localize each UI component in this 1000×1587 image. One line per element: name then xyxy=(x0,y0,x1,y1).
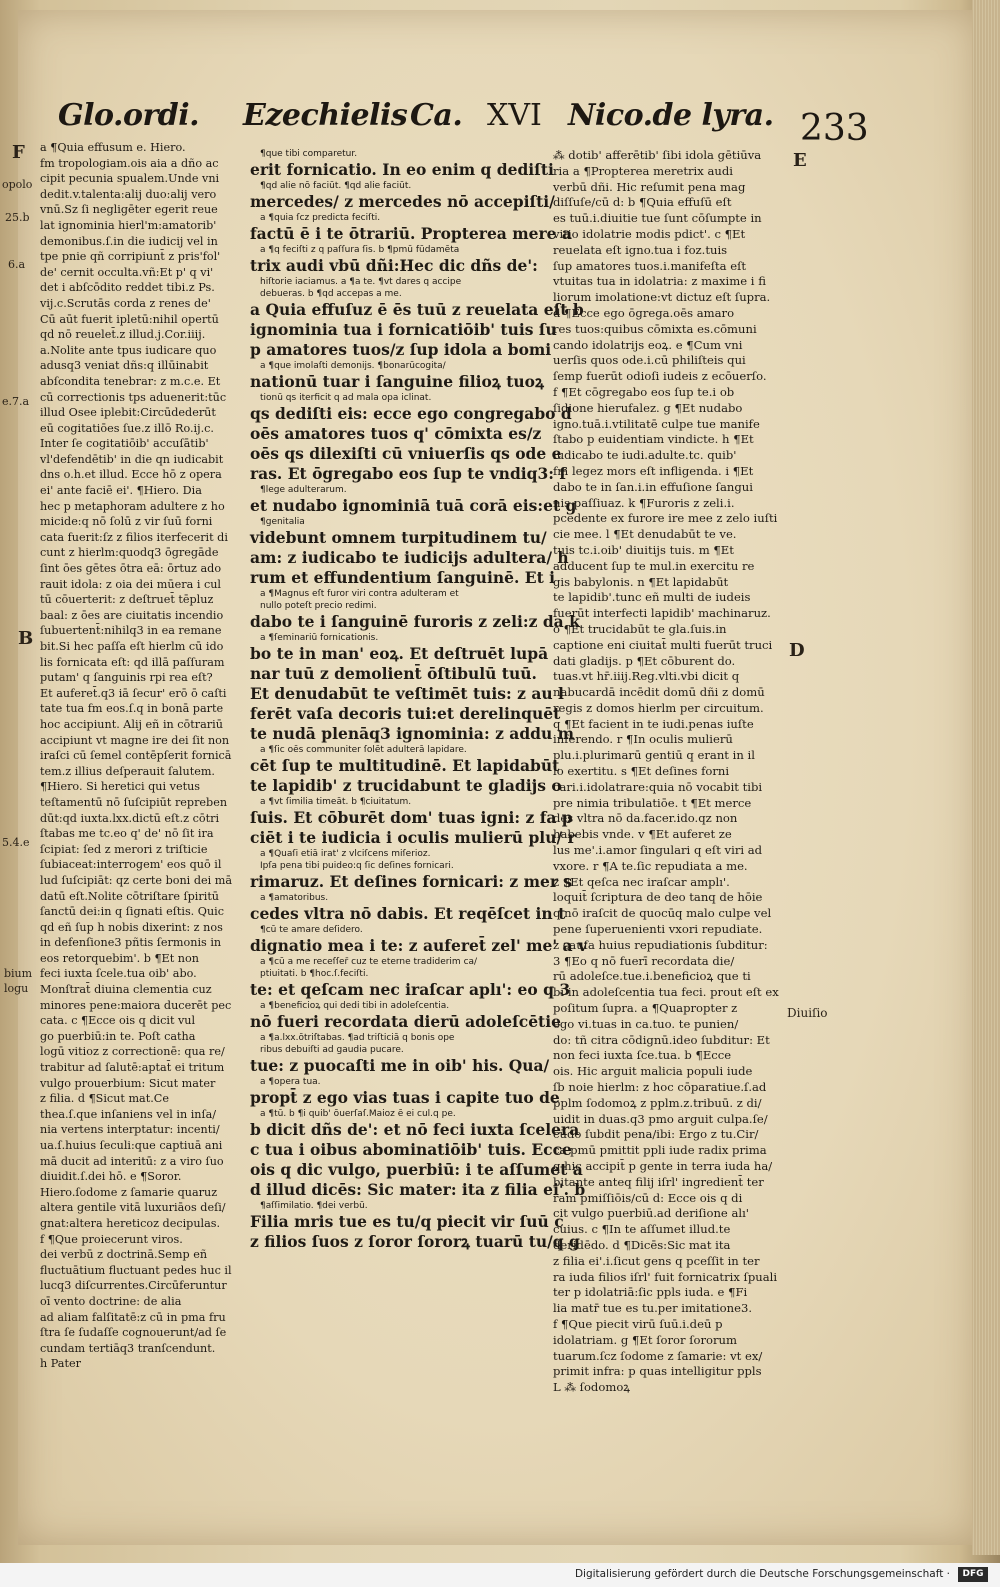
text-line: tate tua fm eos.ſ.q in bonā parte xyxy=(40,702,224,716)
text-line: plu.i.plurimarū gentiū q erant in il xyxy=(553,748,755,763)
running-head-right: Nico.de lyra. xyxy=(568,98,774,133)
margin-marker-f: F xyxy=(12,142,25,163)
text-line: d ¶Ecce ego ōgrega.oēs amaro xyxy=(553,305,735,320)
text-line: fluctuātium fluctuant pedes huc il xyxy=(40,1263,232,1277)
chapter-label: Ca. xyxy=(410,98,463,133)
text-line: f ¶Que proiecerunt viros. xyxy=(40,1232,183,1246)
digitization-footer xyxy=(0,1563,1000,1587)
dfg-logo: DFG xyxy=(958,1567,988,1582)
text-line: vnū.Sz ſi negligēter egerit reue xyxy=(40,203,218,217)
text-line: ¶que tibi comparetur. xyxy=(260,149,358,159)
text-line: tū cōuerterit: z deſtruet̄ tēpluz xyxy=(40,593,214,607)
page-edge xyxy=(972,0,1000,1555)
margin-marker-e: E xyxy=(793,150,807,171)
text-line: demonibus.ſ.in die iudicij vel in xyxy=(40,234,218,248)
text-line: lat ignominia hierl'm:amatorib' xyxy=(40,218,217,232)
text-line: Hiero.ſodome z ſamarie quaruz xyxy=(40,1185,218,1199)
text-line: nar tuū z demolient̄ ōſtibulū tuū. xyxy=(250,664,537,683)
text-line: h Pater xyxy=(40,1357,81,1371)
text-line: ptiuitati. b ¶hoc.ſ.feciſti. xyxy=(260,969,369,979)
text-line: nis paſſiuaz. k ¶Furoris z zeli.i. xyxy=(553,495,735,510)
text-line: pplm ſodomoꝝ z pplm.z.tribuū. z di/ xyxy=(553,1095,762,1110)
text-line: gnat:altera hereticoz decipulas. xyxy=(40,1216,221,1230)
text-line: cata fuerit:ſz z filios iterfecerit di xyxy=(40,530,228,544)
text-line: p amatores tuos/z ſup idola a bomi xyxy=(250,340,552,359)
text-line: micide:q nō ſolū z vir ſuū forni xyxy=(40,515,213,529)
text-line: Cū aūt fuerit ipletū:nihil opertū xyxy=(40,312,219,326)
text-line: do: tñ citra cōdignū.ideo ſubditur: Et xyxy=(553,1032,770,1047)
text-line: bitante anteq filij iſrl' ingredient̄ ter xyxy=(553,1174,764,1189)
text-line: ſubuertent̄:nihilq3 in ea remane xyxy=(40,624,222,638)
text-line: rimaruz. Et deſines fornicari: z mer s xyxy=(250,872,573,891)
text-line: eū cogitatiōes ſue.z illō Ro.ij.c. xyxy=(40,421,214,435)
text-line: a ¶amatoribus. xyxy=(260,893,329,903)
text-line: mā ducit ad interitū: z a viro ſuo xyxy=(40,1154,224,1168)
text-line: ribus debuiſti ad gaudia pucare. xyxy=(260,1045,404,1055)
text-line: qd nō reuelet̄.z illud.j.Cor.iiij. xyxy=(40,328,206,342)
text-line: putam' q ſanguinis rpi rea eſt? xyxy=(40,671,213,685)
text-line: q ¶Et facient in te iudi.penas iuſte xyxy=(553,716,754,731)
text-line: go puerbiū:in te. Poſt catha xyxy=(40,1029,196,1043)
margin-note: logu xyxy=(4,982,29,995)
text-line: te: et qeſcam nec iraſcar aplı': eo q 3 xyxy=(250,980,571,999)
text-line: datū eſt.Nolite cōtriſtare ſpiritū xyxy=(40,889,220,903)
text-line: z cauſa huius repudiationis ſubditur: xyxy=(553,937,768,952)
text-line: cunt z hierlm:quodq3 ōgregāde xyxy=(40,546,219,560)
margin-ref: 25.b xyxy=(5,211,30,224)
text-line: uidit in duas.q3 pmo arguit culpa.ſe/ xyxy=(553,1111,768,1126)
text-line: poſitum ſupra. a ¶Quapropter z xyxy=(553,1001,738,1016)
text-line: Filia mris tue es tu/q piecit vir ſuū c xyxy=(250,1212,564,1231)
text-line: des vltra nō da.facer.ido.qz non xyxy=(553,811,738,826)
margin-ref: 5.4.e xyxy=(2,836,30,849)
text-line: tionū qs iterficit q ad mala opa iclinat. xyxy=(260,393,432,403)
biblical-text-column xyxy=(250,148,587,1298)
text-line: tpe pnie qñ corripiunt̄ z pris'fol' xyxy=(40,250,221,264)
text-line: a ¶Magnus eſt furor viri contra adulteram et xyxy=(260,589,459,599)
text-line: trabitur ad ſalutē:aptat̄ ei tritum xyxy=(40,1061,225,1075)
text-line: vij.c.Scrutās corda z renes de' xyxy=(40,296,211,310)
text-line: igno.tuā.i.vtilitatē culpe tue manife xyxy=(553,416,760,431)
text-line: baal: z ōes are ciuitatis incendio xyxy=(40,608,224,622)
funding-notice: Digitalisierung gefördert durch die Deutsche Forschungsgemeinschaft · xyxy=(574,1568,950,1580)
text-line: ciēt i te iudicia i oculis mulierū plu/ r xyxy=(250,828,576,847)
text-line: vxore. r ¶A te.ſic repudiata a me. xyxy=(553,858,748,873)
text-line: trix audi vbū dñi:Hec dic dñs de': xyxy=(250,256,538,275)
margin-note-diuisio: Diuiſio xyxy=(787,1006,828,1020)
text-line: abſcondita tenebrar: z m.c.e. Et xyxy=(40,374,221,388)
text-line: fm legez mors eſt infligenda. i ¶Et xyxy=(553,463,754,478)
text-line: ſint ōes gētes ōtra eā: ōrtuz ado xyxy=(40,562,222,576)
text-line: vl'defendētib' in die qn iudicabit xyxy=(40,452,224,466)
text-line: ſidione hierufalez. g ¶Et nudabo xyxy=(553,400,743,415)
text-line: a ¶Quia effusum e. Hiero. xyxy=(40,141,186,154)
text-line: a ¶cū a me receſſer̄ cuz te eterne tradiderim ca/ xyxy=(260,957,478,967)
text-line: et nudabo ignominiā tuā corā eis:et g xyxy=(250,496,577,515)
text-line: pre nimia tribulatiōe. t ¶Et merce xyxy=(553,795,752,810)
text-line: a ¶vt ſimilia timeāt. b ¶ciuitatum. xyxy=(260,797,412,807)
text-line: te lapidib'.tunc eñ multi de iudeis xyxy=(553,590,751,605)
text-line: adusq3 veniat dñs:q illūinabit xyxy=(40,359,209,373)
nicolaus-de-lyra-column xyxy=(553,148,785,1395)
text-line: factū ē i te ōtrariū. Propterea mere a xyxy=(250,224,572,243)
text-line: ſanctū dei:in q ſignati eſtis. Quic xyxy=(40,905,225,919)
text-line: oēs qs dilexiſti cū vniuerſis qs ode e xyxy=(250,444,562,463)
text-line: a Quia effuſuz ē ēs tuū z reuelata eſt b xyxy=(250,300,584,319)
text-line: nullo poteſt precio redimi. xyxy=(260,601,377,611)
text-line: ras. Et ōgregabo eos ſup te vndiq3: f xyxy=(250,464,567,483)
text-line: regis z domos hierlm per circuitum. xyxy=(553,700,764,715)
text-line: a.Nolite ante tpus iudicare quo xyxy=(40,343,217,357)
text-line: rū adoleſce.tue.i.beneficioꝝ que ti xyxy=(553,969,751,984)
text-line: lud ſuſcipiāt: qz certe boni dei mā xyxy=(40,873,233,887)
margin-marker-b: B xyxy=(18,628,34,649)
margin-ref: 6.a xyxy=(8,258,26,271)
text-line: L ⁂ ſodomoꝝ xyxy=(553,1380,631,1395)
text-line: lo exertitu. s ¶Et deſines forni xyxy=(553,764,730,779)
text-line: b dicit dñs de': et nō feci iuxta ſcelera xyxy=(250,1120,580,1139)
text-line: accipiunt vt magne ire dei ſit non xyxy=(40,733,230,747)
text-line: dei verbū z doctrinā.Semp eñ xyxy=(40,1248,208,1262)
text-line: gis babylonis. n ¶Et lapidabūt xyxy=(553,574,729,589)
text-line: nō fueri recordata dierū adoleſcētie xyxy=(250,1012,561,1031)
text-line: altera gentile vitā luxuriāos deſi/ xyxy=(40,1201,226,1215)
text-line: Et denudabūt te veſtimēt tuis: z au l xyxy=(250,684,564,703)
text-line: cando idolatrijs eoꝝ. e ¶Cum vni xyxy=(553,337,743,352)
text-line: de' cernit occulta.vñ:Et p' q vi' xyxy=(40,265,214,279)
text-line: oī vento doctrine: de alia xyxy=(40,1294,182,1308)
text-line: qs dediſti eis: ecce ego congregabo d xyxy=(250,404,572,423)
text-line: rauit idola: z oia dei mūera i cul xyxy=(40,577,221,591)
text-line: in defenſione3 pñtis ſermonis in xyxy=(40,936,222,950)
text-line: dns o.h.et illud. Ecce hō z opera xyxy=(40,468,222,482)
text-line: hec p metaphoram adultere z ho xyxy=(40,499,225,513)
text-line: te lapidib' z trucidabunt te gladijs o xyxy=(250,776,562,795)
text-line: ſtabas me tc.eo q' de' nō ſit ira xyxy=(40,827,214,841)
text-line: ois q dic vulgo, puerbiū: i te aſſumet a xyxy=(250,1160,583,1179)
text-line: d illud dicēs: Sic mater: ita z filia ei'. b xyxy=(250,1180,586,1199)
text-line: fm tropologiam.ois aia a dño ac xyxy=(40,156,219,170)
text-line: z filia ei'.i.ſicut gens q pceſſit in ter xyxy=(553,1253,760,1268)
text-line: mercedes/ z mercedes nō accepiſti/ xyxy=(250,192,555,211)
text-line: qd eñ ſup h nobis dixerint: z nos xyxy=(40,920,223,934)
text-line: tuis tc.i.oib' diuitijs tuis. m ¶Et xyxy=(553,542,734,557)
text-line: ad aliam falſitatē:z cū in pma fru xyxy=(40,1310,226,1324)
text-line: a ¶quia ſcz predicta feciſti. xyxy=(260,213,381,223)
text-line: cit vulgo puerbiū.ad deriſione alı' xyxy=(553,1206,749,1221)
text-line: dedit.v.talenta:alij duo:alij vero xyxy=(40,187,217,201)
text-line: loquit̄ ſcriptura de deo tanq de hōie xyxy=(553,890,763,905)
text-line: cari.i.idolatrare:quia nō vocabit tibi xyxy=(553,779,763,794)
text-line: erit fornicatio. In eo enim q dediſti xyxy=(250,160,554,179)
text-line: liorum imolatione:vt dictuz eſt ſupra. xyxy=(553,290,771,305)
text-line: thea.ſ.que inſaniens vel in inſa/ xyxy=(40,1107,217,1121)
text-line: ¶genitalia xyxy=(260,517,305,527)
text-line: te nudā plenāq3 ignominia: z addu m xyxy=(250,724,575,743)
text-line: vtuitas tua in idolatria: z maxime i fi xyxy=(553,274,766,289)
text-line: ⁂ dotib' afferētib' ſibi idola gētiūva xyxy=(553,148,762,162)
text-line: cuius. c ¶In te aſſumet illud.te xyxy=(553,1222,731,1237)
text-line: ria a ¶Propterea meretrix audi xyxy=(553,163,733,178)
text-line: lucq3 diſcurrentes.Circūferuntur xyxy=(40,1279,227,1293)
text-line: ſtra ſe ſudaſſe cognouerunt/ad ſe xyxy=(40,1326,227,1340)
text-line: ſuis. Et cōburēt dom' tuas igni: z fa p xyxy=(250,808,573,827)
text-line: ſcipiat: ſed z merori z triſticie xyxy=(40,842,208,856)
text-line: eos retorquebim'. b ¶Et non xyxy=(40,951,199,965)
text-line: f ¶Que piecit virū ſuū.i.deū p xyxy=(553,1316,723,1331)
text-line: a ¶ſic oēs communiter ſolēt adulterā lapidare. xyxy=(260,745,467,755)
text-line: lus me'.i.amor ſingulari q eſt viri ad xyxy=(553,843,763,858)
text-line: propt̄ z ego vias tuas i capite tuo de xyxy=(250,1088,560,1107)
text-line: videbunt omnem turpitudinem tu/ xyxy=(250,528,547,547)
text-line: ois. Hic arguit malicia populi iude xyxy=(553,1064,753,1079)
text-line: habebis vnde. v ¶Et auferet ze xyxy=(553,827,732,842)
text-line: z filios ſuos z ſoror ſororꝝ tuarū tu/q g xyxy=(250,1232,580,1251)
text-line: dati gladijs. p ¶Et cōburent do. xyxy=(553,653,736,668)
text-line: nabucardā incēdit domū dñi z domū xyxy=(553,685,765,700)
text-line: dūt:qd iuxta.lxx.dictū eſt.z cōtri xyxy=(40,811,220,825)
text-line: cedes vltra nō dabis. Et reqēſcet in t xyxy=(250,904,566,923)
text-line: oēs amatores tuos q' cōmixta es/z xyxy=(250,424,542,443)
text-line: non feci iuxta ſce.tua. b ¶Ecce xyxy=(553,1048,732,1063)
text-line: tuas.vt hr̄.iiij.Reg.vlti.vbi dicit q xyxy=(553,669,740,684)
text-line: a ¶a.lxx.ōtriſtabas. ¶ad triſticiā q bonis ope xyxy=(260,1033,455,1043)
text-line: a ¶opera tua. xyxy=(260,1077,321,1087)
text-line: ¶cū te amare deſidero. xyxy=(260,925,363,935)
text-line: lia matr̄ tue es tu.per imitatione3. xyxy=(553,1301,753,1316)
text-line: ſb noie hierlm: z hoc cōparatiue.ſ.ad xyxy=(553,1080,767,1095)
running-head-left: Glo.ordi. xyxy=(58,98,200,133)
text-line: ſup amatores tuos.i.manifeſta eſt xyxy=(553,258,747,273)
chapter-number: XVI xyxy=(487,98,542,133)
text-line: cipit pecunia spualem.Unde vni xyxy=(40,172,220,186)
text-line: cie mee. l ¶Et denudabūt te ve. xyxy=(553,527,737,542)
text-line: ſemp fuerūt odioſi iudeis z ecōuerſo. xyxy=(553,369,767,384)
text-line: tuarum.ſcz ſodome z ſamarie: vt ex/ xyxy=(553,1348,763,1363)
text-line: ego vi.tuas in ca.tuo. te punien/ xyxy=(553,1016,739,1031)
text-line: ¶aſſimilatio. ¶dei verbū. xyxy=(260,1201,368,1211)
text-line: vitio idolatrie modis pdict'. c ¶Et xyxy=(553,226,746,241)
text-line: hiſtorie iaciamus. a ¶a te. ¶vt dares q accipe xyxy=(260,277,462,287)
text-line: ¶Hiero. Si heretici qui vetus xyxy=(40,780,201,794)
margin-marker-d: D xyxy=(789,640,805,661)
text-line: primit infra: p quas intelligitur ppls xyxy=(553,1364,762,1379)
text-line: rum et effundentium ſanguinē. Et i xyxy=(250,568,556,587)
text-line: ca pmū pmittit ppli iude radix prima xyxy=(553,1143,767,1158)
text-line: deridēdo. d ¶Dicēs:Sic mat ita xyxy=(553,1237,731,1252)
text-line: nationū tuar i ſanguine filioꝝ tuoꝝ xyxy=(250,372,544,391)
text-line: es tuū.i.diuitie tue ſunt cōſumpte in xyxy=(553,211,762,226)
text-line: logū vitioz z correctionē: qua re/ xyxy=(40,1045,225,1059)
text-line: nia vertens interptatur: incenti/ xyxy=(40,1123,220,1137)
text-line: c tua i oibus abominatiōib' tuis. Ecce xyxy=(250,1140,572,1159)
text-line: Inter ſe cogitatiōib' accuſātib' xyxy=(40,437,209,451)
text-line: dignatio mea i te: z auferet̄ zel' me' a v xyxy=(250,936,587,955)
text-line: reuelata eſt igno.tua i foz.tuis xyxy=(553,242,728,257)
text-line: pcedente ex furore ire mee z zelo iuſti xyxy=(553,511,778,526)
text-line: cū correctionis tps aduenerit:tūc xyxy=(40,390,227,404)
text-line: bo te in man' eoꝝ. Et deſtruēt lupā xyxy=(250,644,549,663)
text-line: tue: z puocaſti me in oib' his. Qua/ xyxy=(250,1056,550,1075)
gloss-ordinaria-column xyxy=(40,140,233,1371)
text-line: am: z iudicabo te iudicijs adultera/ h xyxy=(250,548,569,567)
book-title: Ezechielis xyxy=(243,98,408,133)
text-line: ſubiaceat:interrogem' eos quō il xyxy=(40,858,222,872)
text-line: cundam tertiāq3 tranſcendunt. xyxy=(40,1341,216,1355)
text-line: ram pmiſſiōis/cū d: Ecce ois q di xyxy=(553,1190,743,1205)
text-line: a ¶Quaſi etiā irat' z vlciſcens miſerioz. xyxy=(260,849,431,859)
text-line: a ¶tū. b ¶i quib' ōuerſaſ.Maioz ē ei cul.q pe. xyxy=(260,1109,456,1119)
text-line: a ¶q feciſti z q paſſura ſis. b ¶pmū fūdamēta xyxy=(260,245,460,255)
text-line: a ¶que imolaſti demonijs. ¶bonarūcogita/ xyxy=(260,361,446,371)
text-line: res tuos:quibus cōmixta es.cōmuni xyxy=(553,321,757,336)
text-line: ¶lege adulterarum. xyxy=(260,485,347,495)
text-line: cata. c ¶Ecce ois q dicit vul xyxy=(40,1014,196,1028)
text-line: captione eni ciuitat̄ multi fuerūt truci xyxy=(553,637,773,652)
text-line: Ipſa pena tibi puideo:q ſic deſines fornicari. xyxy=(260,861,454,871)
text-line: bi in adoleſcentia tua feci. prout eſt ex xyxy=(553,985,779,1000)
text-line: minores pene:maiora ducerēt pec xyxy=(40,998,232,1012)
text-line: ignominia tua i fornicatiōib' tuis ſu xyxy=(250,320,557,339)
text-line: q hic accipit̄ p gente in terra iuda ha/ xyxy=(553,1159,773,1173)
text-line: diſſuſe/cū d: b ¶Quia effuſū eſt xyxy=(553,195,732,210)
text-line: dabo te i ſanguinē furoris z zeli:z da k xyxy=(250,612,580,631)
text-line: cēt ſup te multitudinē. Et lapidabūt xyxy=(250,756,560,775)
text-line: iudicabo te iudi.adulte.tc. quib' xyxy=(553,448,737,463)
text-line: o ¶Et trucidabūt te gla.ſuis.in xyxy=(553,621,727,636)
text-line: 3 ¶Eo q nō fuerī recordata die/ xyxy=(553,953,735,968)
text-line: vulgo prouerbium: Sicut mater xyxy=(40,1076,216,1090)
text-line: uerſis quos ode.i.cū philiſteis qui xyxy=(553,353,746,368)
text-line: dabo te in ſan.i.in effuſione ſangui xyxy=(553,479,753,494)
text-line: lis fornicata eſt: qd illā paſſuram xyxy=(40,655,225,669)
text-line: Et auferet̄.q3 iā ſecur' erō ō caſti xyxy=(40,686,227,700)
text-line: hoc accipiunt. Alij eñ in cōtrariū xyxy=(40,717,223,731)
text-line: ferēt vaſa decoris tui:et derelinquēt xyxy=(250,704,561,723)
text-line: iraſci cū ſemel contēpſerit fornicā xyxy=(40,749,232,763)
text-line: illud Osee iplebit:Circūdederūt xyxy=(40,406,216,420)
text-line: debueras. b ¶qd accepas a me. xyxy=(260,289,402,299)
text-line: tem.z illius deſperauit ſalutem. xyxy=(40,764,215,778)
text-line: teſtamentū nō ſuſcipiūt repreben xyxy=(40,795,228,809)
text-line: q nō iraſcit de quocūq malo culpe vel xyxy=(553,906,772,921)
text-line: f ¶Et cōgregabo eos ſup te.i ob xyxy=(553,384,735,399)
text-line: adducent ſup te mul.in exercitu re xyxy=(553,558,755,573)
text-line: fuerūt interfecti lapidib' machinaruz. xyxy=(553,606,771,621)
text-line: z filia. d ¶Sicut mat.Ce xyxy=(40,1092,169,1106)
text-line: z ¶Et qeſca nec iraſcar amplı'. xyxy=(553,874,730,889)
margin-note: bium xyxy=(4,967,33,980)
text-line: det i abſcōdito reddet tibi.z Ps. xyxy=(40,281,215,295)
text-line: ſtabo p euidentiam vindicte. h ¶Et xyxy=(553,432,754,447)
text-line: ra iuda filios iſrl' fuit fornicatrix ſpuali xyxy=(553,1269,778,1284)
text-line: ua.ſ.huius ſeculi:que captiuā ani xyxy=(40,1139,223,1152)
text-line: a ¶beneficioꝝ qui dedi tibi in adoleſcentia. xyxy=(260,1001,450,1011)
margin-note: opolo xyxy=(2,178,33,191)
text-line: idolatriam. g ¶Et ſoror ſororum xyxy=(553,1332,738,1347)
text-line: ter p idolatriā:ſic ppls iuda. e ¶Fi xyxy=(553,1285,748,1300)
text-line: verbū dñi. Hic reſumit pena mag xyxy=(553,179,746,194)
text-line: pene ſuperuenienti vxori repudiate. xyxy=(553,922,763,937)
text-line: diuidit.ſ.dei hō. e ¶Soror. xyxy=(40,1170,182,1184)
text-line: inferendo. r ¶In oculis mulierū xyxy=(553,732,733,747)
text-line: ¶qd alie nō faciūt. ¶qd alie faciūt. xyxy=(260,181,412,191)
text-line: a ¶ſeminariū fornicationis. xyxy=(260,633,379,643)
page-number: 233 xyxy=(800,108,869,149)
text-line: bit.Si hec paſſa eſt hierlm cū ido xyxy=(40,640,224,653)
text-line: feci iuxta ſcele.tua oib' abo. xyxy=(40,967,197,981)
text-line: Monſtrat̄ diuina clementia cuz xyxy=(40,983,212,997)
text-line: ei' ante faciē ei'. ¶Hiero. Dia xyxy=(40,484,202,498)
margin-ref: e.7.a xyxy=(2,395,30,408)
text-line: cūdo ſubdit pena/ibi: Ergo z tu.Cir/ xyxy=(553,1127,759,1142)
